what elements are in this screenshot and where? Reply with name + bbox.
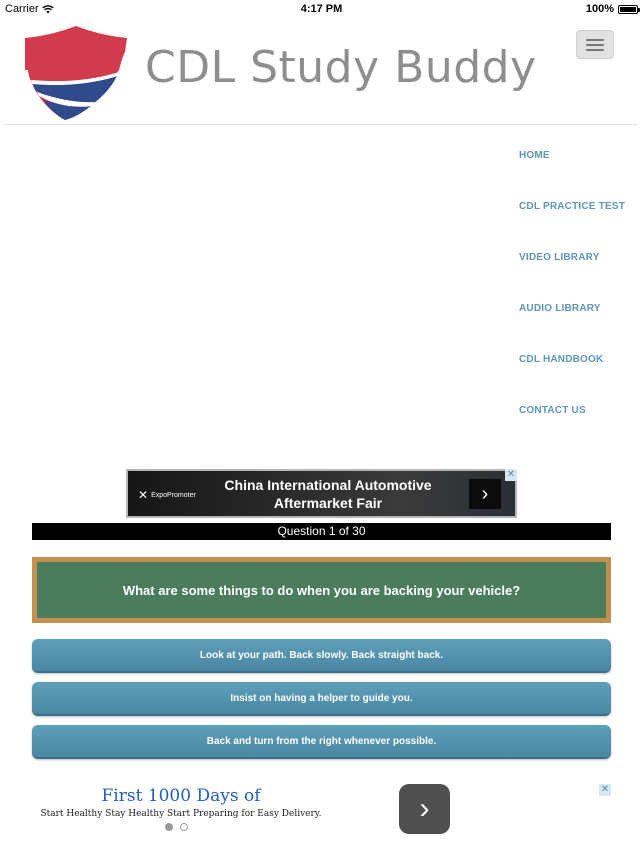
hamburger-icon [586,39,604,41]
status-bar [0,0,643,18]
banner-ad-top[interactable] [126,469,517,518]
carrier-label: Carrier [5,3,39,15]
shield-logo-icon[interactable] [25,26,127,120]
hamburger-icon-line [586,49,604,51]
ad-close-button[interactable] [599,784,611,796]
pager-dot-active[interactable] [165,823,173,831]
close-icon: ✕ [600,784,610,795]
ad-next-button[interactable] [469,479,501,509]
answer-button-1[interactable]: Look at your path. Back slowly. Back straight back. [32,639,611,673]
ad-brand-label: ExpoPromoter [151,491,196,499]
battery-percent: 100% [585,3,614,15]
nav-item-cdl-handbook[interactable]: CDL HANDBOOK [519,354,604,365]
chevron-right-icon: › [481,482,489,505]
hamburger-icon-line [586,44,604,46]
chevron-right-icon: › [419,792,430,825]
answer-button-2[interactable]: Insist on having a helper to guide you. [32,682,611,716]
question-counter: Question 1 of 30 [32,523,611,540]
battery-fill [620,7,636,12]
ad-brand [138,488,196,502]
question-text: What are some things to do when you are backing your vehicle? [37,562,606,618]
logo-text[interactable]: CDL Study Buddy [145,42,537,93]
ad-subtitle: Start Healthy Stay Healthy Start Preparing for Easy Delivery. [40,809,322,819]
close-x-logo-icon: ✕ [138,488,149,502]
clock: 4:17 PM [300,3,343,15]
nav-item-cdl-practice-test[interactable]: CDL PRACTICE TEST [519,201,625,212]
ad-close-button[interactable] [505,469,517,481]
menu-toggle-button[interactable] [576,30,614,59]
main-nav [519,150,625,456]
site-header [5,18,638,125]
answer-button-3[interactable]: Back and turn from the right whenever possible. [32,725,611,759]
nav-item-contact-us[interactable]: CONTACT US [519,405,586,416]
ad-next-button[interactable] [399,784,450,834]
nav-item-video-library[interactable]: VIDEO LIBRARY [519,252,600,263]
nav-item-home[interactable]: HOME [519,150,550,161]
nav-item-audio-library[interactable]: AUDIO LIBRARY [519,303,601,314]
battery-icon [618,5,638,14]
question-board [32,557,611,623]
ad-pager-dots [165,823,188,831]
battery-indicator [586,3,638,15]
ad-title: First 1000 Days of [101,786,261,806]
ad-headline-line2: Aftermarket Fair [273,495,383,511]
banner-ad-bottom[interactable] [0,780,643,840]
ad-headline-line1: China International Automotive [224,477,432,493]
close-icon: ✕ [506,469,516,480]
pager-dot[interactable] [180,823,188,831]
ad-headline [208,476,448,512]
